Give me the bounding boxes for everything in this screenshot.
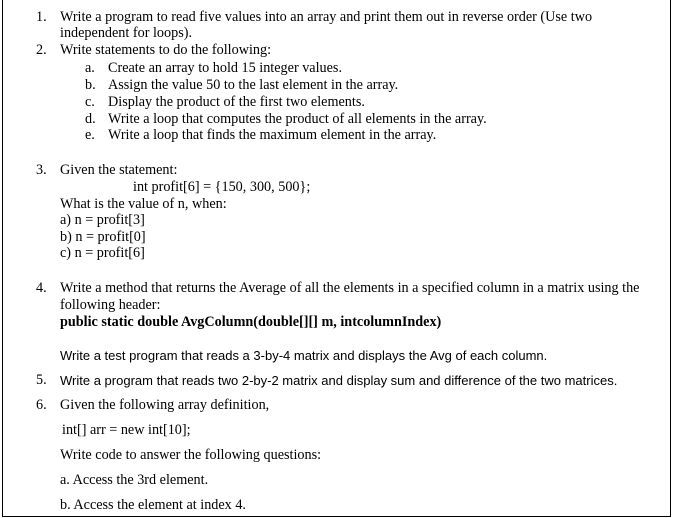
q6-part: a. Access the 3rd element.: [60, 472, 209, 488]
q5-number: 5.: [36, 372, 47, 388]
q2-item-text: Assign the value 50 to the last element in the array.: [108, 77, 399, 93]
q3-question: What is the value of n, when:: [60, 196, 227, 212]
q2-item-text: Create an array to hold 15 integer values.: [108, 60, 343, 76]
q6-code: int[] arr = new int[10];: [62, 422, 191, 438]
q6-part: b. Access the element at index 4.: [60, 497, 246, 513]
q2-item-letter: a.: [85, 60, 95, 76]
q6-number: 6.: [36, 397, 47, 413]
q4-method-header: public static double AvgColumn(double[][] m, intcolumnIndex): [60, 314, 442, 330]
q1-number: 1.: [36, 9, 47, 25]
q2-item-letter: e.: [85, 127, 95, 143]
q2-text: Write statements to do the following:: [60, 42, 272, 58]
q4-test-program: Write a test program that reads a 3-by-4 matrix and displays the Avg of each column.: [60, 348, 548, 363]
q4-text-line2: following header:: [60, 297, 161, 313]
q3-part: b) n = profit[0]: [60, 229, 146, 245]
q2-number: 2.: [36, 42, 47, 58]
q1-text-line1: Write a program to read five values into an array and print them out in reverse order (Use two: [60, 9, 593, 25]
q4-number: 4.: [36, 280, 47, 296]
q3-part: c) n = profit[6]: [60, 245, 145, 261]
q3-text: Given the statement:: [60, 162, 178, 178]
q5-text: Write a program that reads two 2-by-2 matrix and display sum and difference of the two matrices.: [60, 373, 618, 388]
q3-statement: int profit[6] = {150, 300, 500};: [133, 179, 311, 195]
q2-item-text: Display the product of the first two elements.: [108, 94, 365, 110]
q2-item-letter: d.: [85, 111, 96, 127]
q3-number: 3.: [36, 162, 47, 178]
q2-item-letter: b.: [85, 77, 96, 93]
q6-text: Given the following array definition,: [60, 397, 270, 413]
q1-text-line2: independent for loops).: [60, 25, 192, 41]
q6-instruction: Write code to answer the following questions:: [60, 447, 322, 463]
q3-part: a) n = profit[3]: [60, 212, 145, 228]
q4-text-line1: Write a method that returns the Average of all the elements in a specified column in a matrix using the: [60, 280, 640, 296]
q2-item-text: Write a loop that finds the maximum element in the array.: [108, 127, 437, 143]
q2-item-text: Write a loop that computes the product of all elements in the array.: [108, 111, 487, 127]
q2-item-letter: c.: [85, 94, 95, 110]
